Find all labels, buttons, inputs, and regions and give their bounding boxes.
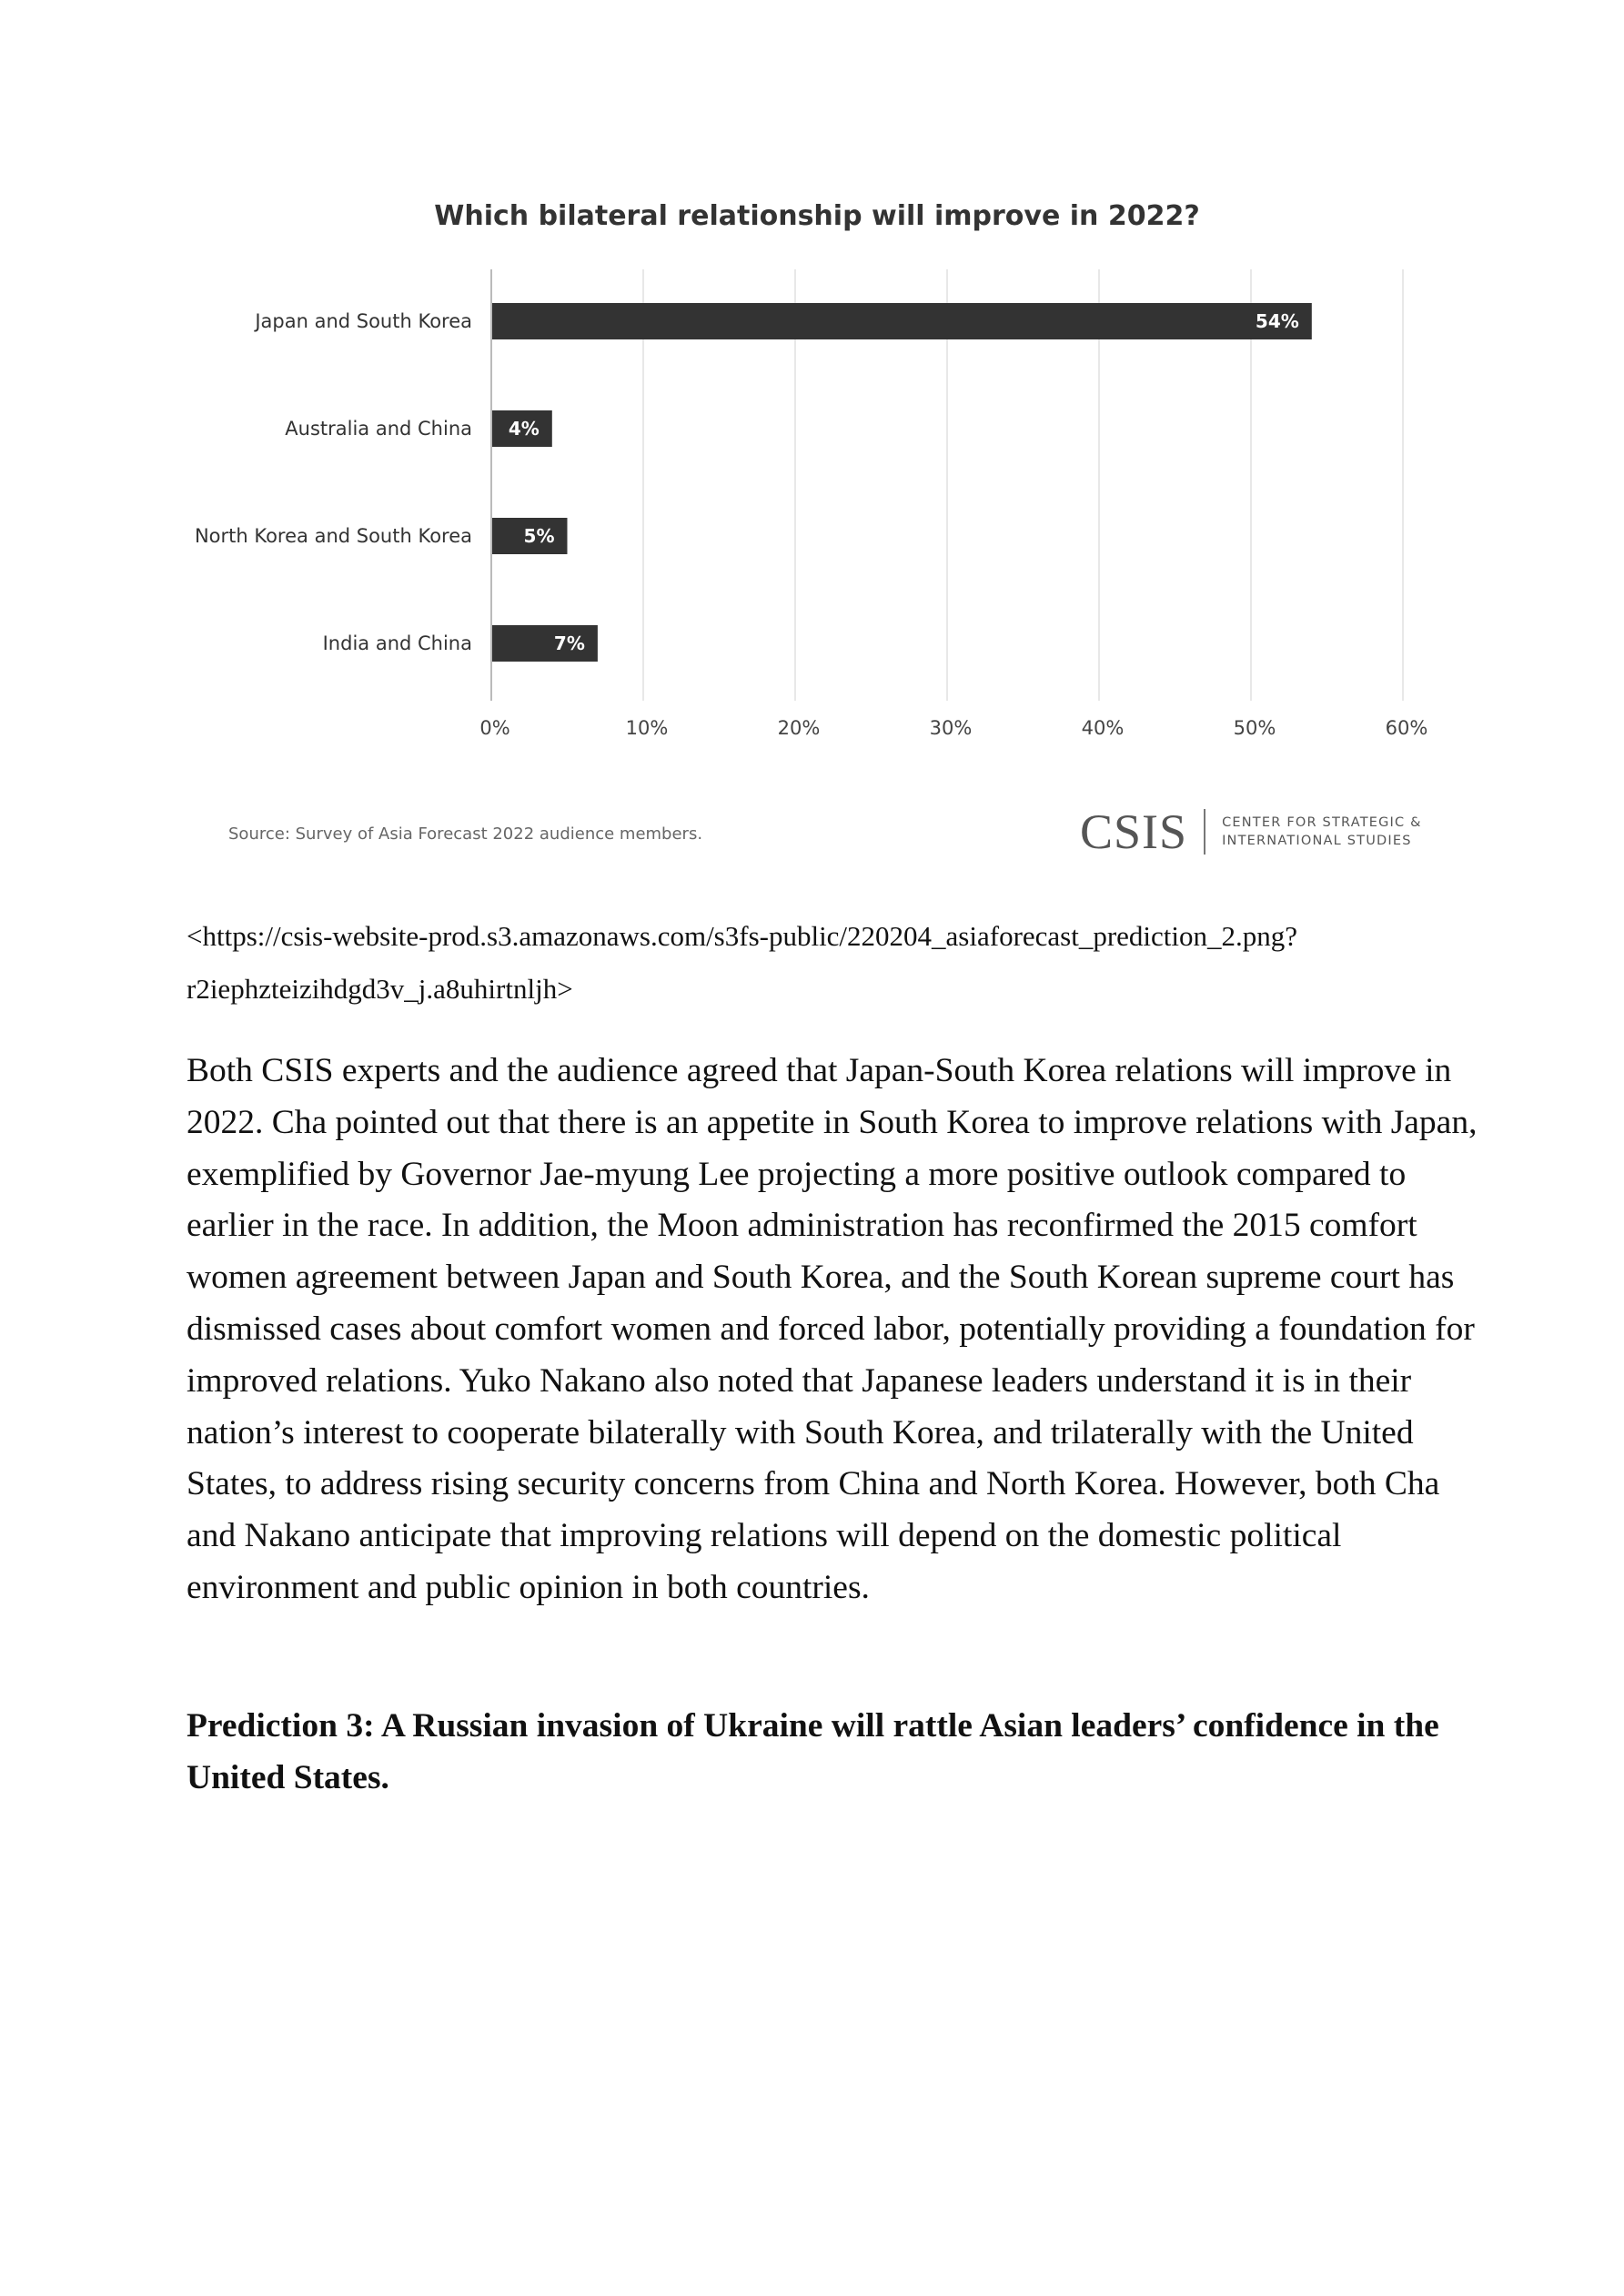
chart-bars xyxy=(491,303,1312,662)
chart-category-labels xyxy=(195,310,472,654)
x-tick-label: 30% xyxy=(929,717,973,739)
bar-value-label: 54% xyxy=(1255,310,1299,332)
bar-value-label: 7% xyxy=(553,632,585,654)
bar xyxy=(491,303,1312,339)
body-paragraph: Both CSIS experts and the audience agreed that Japan-South Korea relations will improve in 2022. Cha pointed out that there is an appetite in South Korea to improve relations with Japan, exemplified by Governor Jae-myung Lee projecting a more positive outlook compared to earlier in the race. In addition, the Moon administration has reconfirmed the 2015 comfort women agreement between Japan and South Korea, and the South Korean supreme court has dismissed cases about comfort women and forced labor, potentially providing a foundation for improved relations. Yuko Nakano also noted that Japanese leaders understand it is in their nation’s interest to cooperate bilaterally with South Korea, and trilaterally with the United States, to address rising security concerns from China and North Korea. However, both Cha and Nakano anticipate that improving relations will depend on the domestic political environment and public opinion in both countries. xyxy=(187,1052,1478,1606)
x-tick-label: 10% xyxy=(625,717,669,739)
bar-chart xyxy=(0,0,1624,783)
image-url-link[interactable] xyxy=(187,910,1478,1016)
chart-title: Which bilateral relationship will improve in 2022? xyxy=(434,200,1200,232)
csis-logo-mark: CSIS xyxy=(1080,804,1188,859)
x-tick-label: 0% xyxy=(479,717,510,739)
x-tick-label: 40% xyxy=(1081,717,1125,739)
bar-value-label: 5% xyxy=(523,525,555,547)
category-label: India and China xyxy=(322,632,472,654)
csis-logo-text xyxy=(1222,814,1422,850)
logo-line-1: CENTER FOR STRATEGIC & xyxy=(1222,815,1422,830)
csis-logo xyxy=(1080,806,1422,857)
image-url-line-2: r2iephzteizihdgd3v_j.a8uhirtnljh> xyxy=(187,973,573,1005)
prediction-heading: Prediction 3: A Russian invasion of Ukraine will rattle Asian leaders’ confidence in the United States. xyxy=(187,1707,1439,1796)
bar-value-label: 4% xyxy=(508,418,540,440)
image-url-line-1: <https://csis-website-prod.s3.amazonaws.com/s3fs-public/220204_asiaforecast_prediction_2.png? xyxy=(187,920,1298,952)
chart-source-note: Source: Survey of Asia Forecast 2022 audience members. xyxy=(228,824,703,844)
category-label: Japan and South Korea xyxy=(255,310,472,332)
x-tick-label: 20% xyxy=(777,717,821,739)
chart-x-tick-labels xyxy=(479,717,1427,739)
logo-divider xyxy=(1204,809,1205,855)
category-label: North Korea and South Korea xyxy=(194,525,472,547)
category-label: Australia and China xyxy=(285,418,472,440)
logo-line-2: INTERNATIONAL STUDIES xyxy=(1222,834,1412,848)
x-tick-label: 60% xyxy=(1385,717,1428,739)
x-tick-label: 50% xyxy=(1233,717,1276,739)
